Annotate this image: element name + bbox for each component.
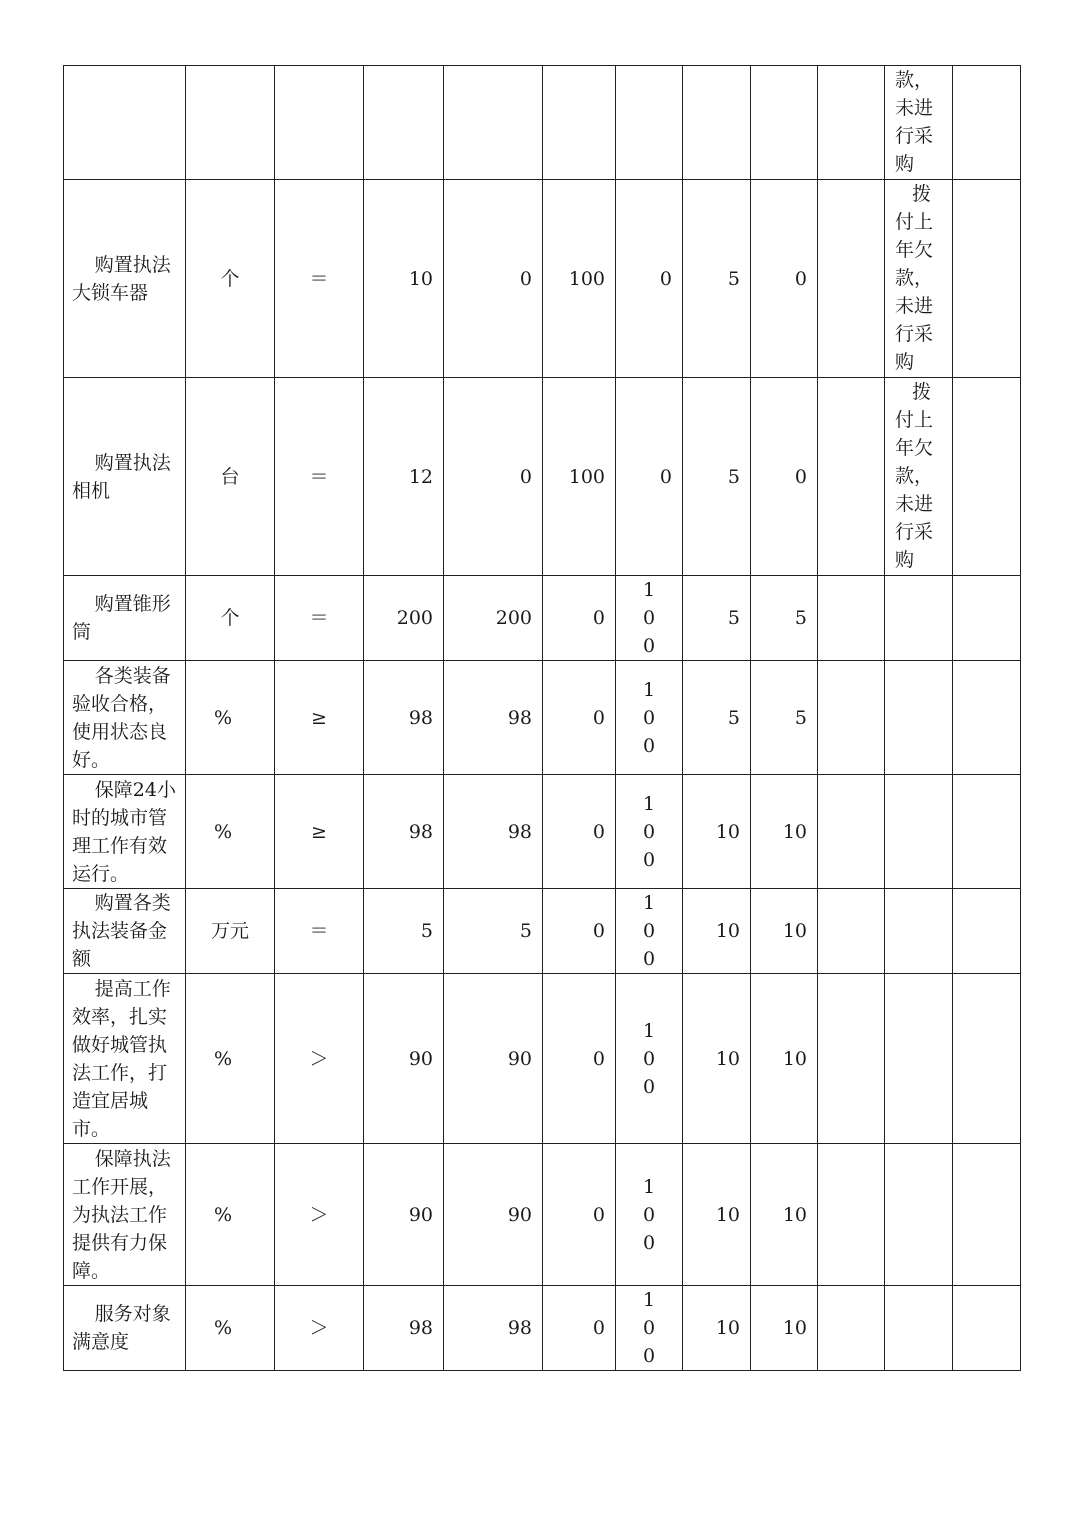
deviation-cell: 0 bbox=[543, 661, 616, 775]
unit-cell: % bbox=[186, 974, 275, 1144]
unit-cell: % bbox=[186, 775, 275, 889]
score-cell: 0 bbox=[751, 378, 818, 576]
last-cell bbox=[953, 378, 1021, 576]
unit-cell: 万元 bbox=[186, 889, 275, 974]
weight-cell: 5 bbox=[683, 576, 751, 661]
score-cell bbox=[751, 66, 818, 180]
operator-cell: ＝ bbox=[275, 378, 364, 576]
target-value-cell: 12 bbox=[364, 378, 444, 576]
weight-cell: 10 bbox=[683, 775, 751, 889]
completion-rate-cell: 0 bbox=[616, 378, 683, 576]
operator-cell: ＞ bbox=[275, 1144, 364, 1286]
note-cell bbox=[885, 1286, 953, 1371]
completion-rate-cell: 100 bbox=[616, 576, 683, 661]
actual-value-cell: 0 bbox=[444, 180, 543, 378]
target-value-cell: 98 bbox=[364, 1286, 444, 1371]
completion-rate-cell: 100 bbox=[616, 661, 683, 775]
last-cell bbox=[953, 66, 1021, 180]
score-cell: 10 bbox=[751, 974, 818, 1144]
unit-cell: % bbox=[186, 661, 275, 775]
indicator-name-cell: 保障执法工作开展，为执法工作提供有力保障。 bbox=[64, 1144, 186, 1286]
table-row bbox=[64, 974, 1021, 1144]
note-cell bbox=[885, 889, 953, 974]
operator-cell: ≥ bbox=[275, 775, 364, 889]
target-value-cell: 98 bbox=[364, 661, 444, 775]
target-value-cell: 10 bbox=[364, 180, 444, 378]
table-row bbox=[64, 1144, 1021, 1286]
completion-rate-cell: 0 bbox=[616, 180, 683, 378]
target-value-cell: 90 bbox=[364, 974, 444, 1144]
target-value-cell bbox=[364, 66, 444, 180]
extra-cell bbox=[818, 378, 885, 576]
operator-cell: ≥ bbox=[275, 661, 364, 775]
last-cell bbox=[953, 180, 1021, 378]
indicator-name-cell: 提高工作效率，扎实做好城管执法工作，打造宜居城市。 bbox=[64, 974, 186, 1144]
actual-value-cell: 98 bbox=[444, 661, 543, 775]
actual-value-cell: 200 bbox=[444, 576, 543, 661]
unit-cell bbox=[186, 66, 275, 180]
completion-rate-cell: 100 bbox=[616, 775, 683, 889]
actual-value-cell: 98 bbox=[444, 1286, 543, 1371]
completion-rate-cell: 100 bbox=[616, 1286, 683, 1371]
completion-rate-cell bbox=[616, 66, 683, 180]
last-cell bbox=[953, 889, 1021, 974]
table-row bbox=[64, 889, 1021, 974]
deviation-cell: 0 bbox=[543, 974, 616, 1144]
last-cell bbox=[953, 775, 1021, 889]
actual-value-cell: 5 bbox=[444, 889, 543, 974]
weight-cell: 10 bbox=[683, 1286, 751, 1371]
operator-cell: ＝ bbox=[275, 889, 364, 974]
target-value-cell: 200 bbox=[364, 576, 444, 661]
unit-cell: 个 bbox=[186, 576, 275, 661]
weight-cell: 5 bbox=[683, 661, 751, 775]
actual-value-cell: 98 bbox=[444, 775, 543, 889]
table-row bbox=[64, 378, 1021, 576]
note-cell: 款，未进行采购 bbox=[885, 66, 953, 180]
unit-cell: % bbox=[186, 1286, 275, 1371]
last-cell bbox=[953, 661, 1021, 775]
table-row bbox=[64, 775, 1021, 889]
completion-rate-cell: 100 bbox=[616, 974, 683, 1144]
score-cell: 10 bbox=[751, 1144, 818, 1286]
extra-cell bbox=[818, 775, 885, 889]
completion-rate-cell: 100 bbox=[616, 1144, 683, 1286]
indicator-name-cell bbox=[64, 66, 186, 180]
indicator-name-cell: 购置锥形筒 bbox=[64, 576, 186, 661]
note-cell bbox=[885, 1144, 953, 1286]
performance-indicator-table bbox=[63, 65, 1021, 1371]
indicator-name-cell: 各类装备验收合格，使用状态良好。 bbox=[64, 661, 186, 775]
indicator-name-cell: 购置各类执法装备金额 bbox=[64, 889, 186, 974]
unit-cell: 个 bbox=[186, 180, 275, 378]
deviation-cell: 0 bbox=[543, 1144, 616, 1286]
score-cell: 10 bbox=[751, 889, 818, 974]
note-cell: 拨付上年欠款，未进行采购 bbox=[885, 378, 953, 576]
score-cell: 0 bbox=[751, 180, 818, 378]
last-cell bbox=[953, 576, 1021, 661]
table-row bbox=[64, 180, 1021, 378]
score-cell: 10 bbox=[751, 1286, 818, 1371]
deviation-cell: 100 bbox=[543, 378, 616, 576]
operator-cell: ＝ bbox=[275, 180, 364, 378]
last-cell bbox=[953, 974, 1021, 1144]
last-cell bbox=[953, 1286, 1021, 1371]
deviation-cell bbox=[543, 66, 616, 180]
deviation-cell: 0 bbox=[543, 889, 616, 974]
table-row bbox=[64, 576, 1021, 661]
unit-cell: % bbox=[186, 1144, 275, 1286]
weight-cell: 10 bbox=[683, 1144, 751, 1286]
deviation-cell: 0 bbox=[543, 576, 616, 661]
extra-cell bbox=[818, 661, 885, 775]
unit-cell: 台 bbox=[186, 378, 275, 576]
table-row bbox=[64, 1286, 1021, 1371]
indicator-name-cell: 服务对象满意度 bbox=[64, 1286, 186, 1371]
extra-cell bbox=[818, 974, 885, 1144]
extra-cell bbox=[818, 889, 885, 974]
score-cell: 5 bbox=[751, 576, 818, 661]
operator-cell: ＝ bbox=[275, 576, 364, 661]
extra-cell bbox=[818, 576, 885, 661]
note-cell bbox=[885, 974, 953, 1144]
completion-rate-cell: 100 bbox=[616, 889, 683, 974]
table-row bbox=[64, 66, 1021, 180]
note-cell bbox=[885, 661, 953, 775]
extra-cell bbox=[818, 1286, 885, 1371]
note-cell bbox=[885, 775, 953, 889]
deviation-cell: 0 bbox=[543, 775, 616, 889]
actual-value-cell: 90 bbox=[444, 1144, 543, 1286]
table-row bbox=[64, 661, 1021, 775]
weight-cell: 10 bbox=[683, 889, 751, 974]
indicator-name-cell: 保障24小时的城市管理工作有效运行。 bbox=[64, 775, 186, 889]
operator-cell: ＞ bbox=[275, 974, 364, 1144]
score-cell: 10 bbox=[751, 775, 818, 889]
actual-value-cell: 0 bbox=[444, 378, 543, 576]
actual-value-cell: 90 bbox=[444, 974, 543, 1144]
operator-cell: ＞ bbox=[275, 1286, 364, 1371]
weight-cell: 5 bbox=[683, 180, 751, 378]
extra-cell bbox=[818, 66, 885, 180]
target-value-cell: 5 bbox=[364, 889, 444, 974]
extra-cell bbox=[818, 180, 885, 378]
weight-cell bbox=[683, 66, 751, 180]
deviation-cell: 0 bbox=[543, 1286, 616, 1371]
indicator-name-cell: 购置执法相机 bbox=[64, 378, 186, 576]
target-value-cell: 90 bbox=[364, 1144, 444, 1286]
weight-cell: 5 bbox=[683, 378, 751, 576]
last-cell bbox=[953, 1144, 1021, 1286]
actual-value-cell bbox=[444, 66, 543, 180]
indicator-name-cell: 购置执法大锁车器 bbox=[64, 180, 186, 378]
deviation-cell: 100 bbox=[543, 180, 616, 378]
extra-cell bbox=[818, 1144, 885, 1286]
note-cell bbox=[885, 576, 953, 661]
note-cell: 拨付上年欠款，未进行采购 bbox=[885, 180, 953, 378]
weight-cell: 10 bbox=[683, 974, 751, 1144]
target-value-cell: 98 bbox=[364, 775, 444, 889]
operator-cell bbox=[275, 66, 364, 180]
score-cell: 5 bbox=[751, 661, 818, 775]
